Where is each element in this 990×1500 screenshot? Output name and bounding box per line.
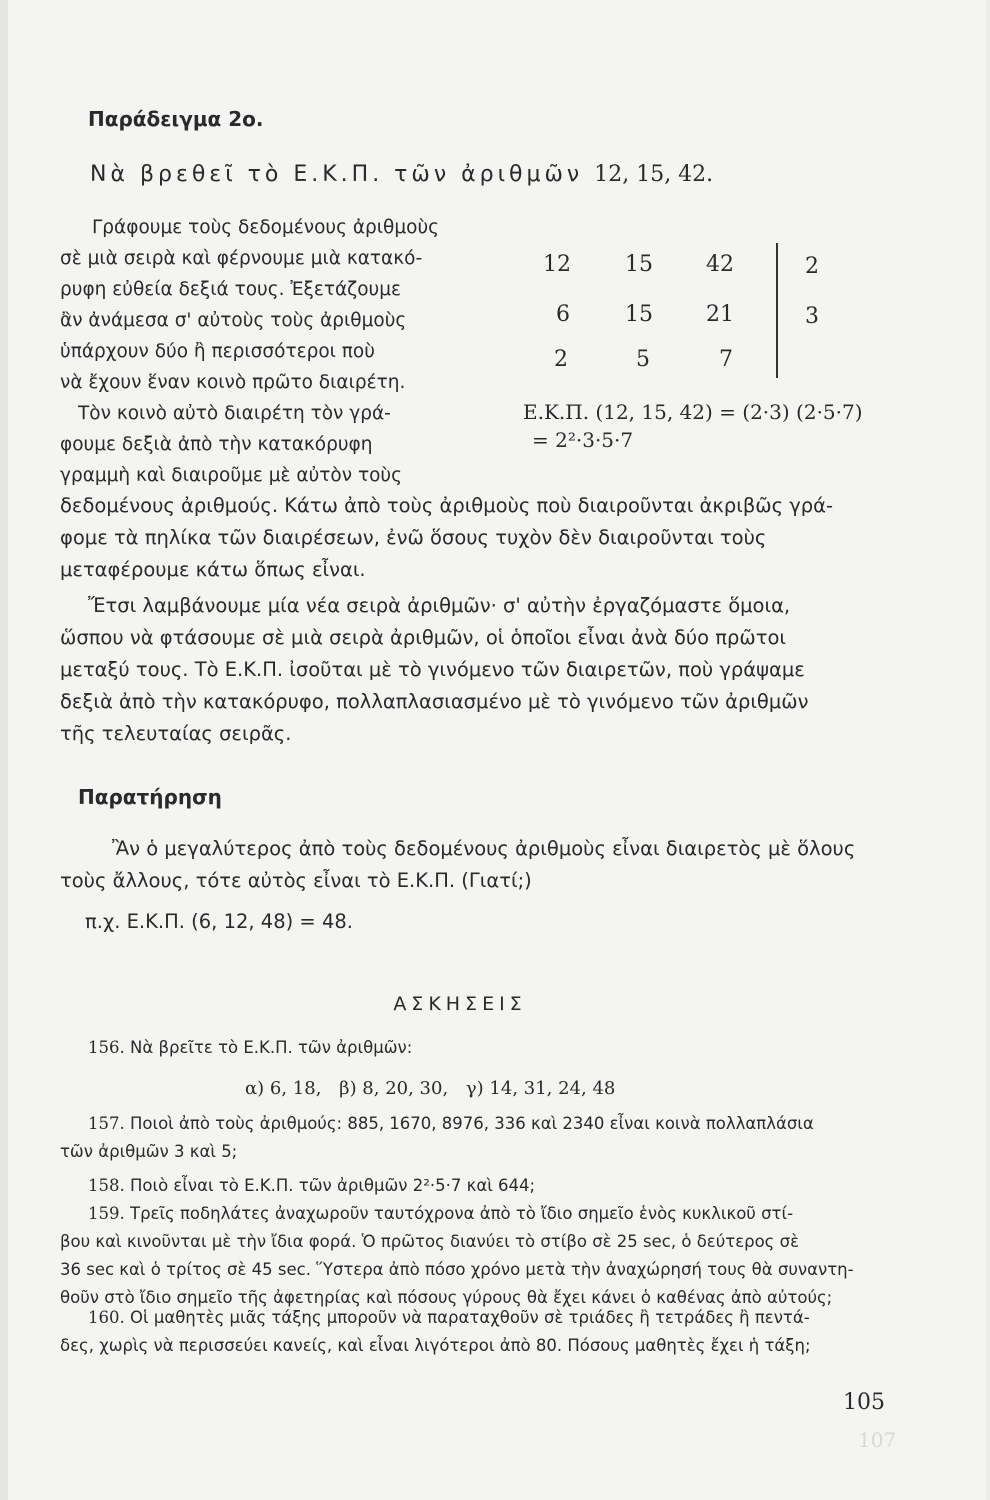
remark-paragraph [60,833,960,897]
grid-cell: 5 [636,347,650,372]
problem-numbers: 12, 15, 42. [594,162,714,187]
page-left-edge [0,0,8,1500]
conclusion-line: μεταξύ τους. Τὸ Ε.Κ.Π. ἰσοῦται μὲ τὸ γινόμενο τῶν διαιρετῶν, ποὺ γράψαμε [60,658,805,681]
method-wide-line: δεδομένους ἀριθμούς. Κάτω ἀπὸ τοὺς ἀριθμοὺς ποὺ διαιροῦνται ἀκριβῶς γρά- [60,494,834,517]
exercise-text: τῶν ἀριθμῶν 3 καὶ 5; [60,1142,238,1161]
exercise-text: Τρεῖς ποδηλάτες ἀναχωροῦν ταυτόχρονα ἀπὸ τὸ ἴδιο σημεῖο ἑνὸς κυκλικοῦ στί- [130,1204,794,1223]
conclusion-paragraph [60,590,960,750]
exercise-text: δες, χωρὶς νὰ περισσεύει κανείς, καὶ εἶναι λιγότεροι ἀπὸ 80. Πόσους μαθητὲς ἔχει ἡ τάξη; [60,1336,811,1355]
remark-heading: Παρατήρηση [78,785,222,809]
bleed-page-number: 107 [858,1428,897,1452]
exercises-title: ΑΣΚΗΣΕΙΣ [393,993,527,1015]
exercise-text: βου καὶ κινοῦνται μὲ τὴν ἴδια φορά. Ὁ πρῶτος διανύει τὸ στίβο σὲ 25 sec, ὁ δεύτερος σὲ [60,1232,799,1251]
option-c: γ) 14, 31, 24, 48 [465,1078,616,1099]
lcm-result-line1: Ε.Κ.Π. (12, 15, 42) = (2·3) (2·5·7) [523,400,863,424]
conclusion-line: Ἔτσι λαμβάνουμε μία νέα σειρὰ ἀριθμῶν· σ' αὐτὴν ἐργαζόμαστε ὅμοια, [88,594,791,617]
method-line: ὑπάρχουν δύο ἢ περισσότεροι ποὺ [60,341,375,362]
exercise-160 [60,1304,970,1360]
exercise-text: 36 sec καὶ ὁ τρίτος σὲ 45 sec. Ὕστερα ἀπὸ πόσο χρόνο μετὰ τὴν ἀναχώρησή τους θὰ συναντη- [60,1260,854,1279]
option-b: β) 8, 20, 30, [339,1078,449,1099]
lcm-result-line2: = 2²·3·5·7 [532,428,634,452]
problem-statement [90,162,713,187]
conclusion-line: τῆς τελευταίας σειρᾶς. [60,722,292,745]
method-continuation [60,490,960,586]
method-line: φουμε δεξιὰ ἀπὸ τὴν κατακόρυφη [60,434,373,455]
method-line: ρυφη εὐθεία δεξιά τους. Ἐξετάζουμε [60,279,402,300]
method-line: γραμμὴ καὶ διαιροῦμε μὲ αὐτὸν τοὺς [60,465,402,486]
grid-cell: 6 [556,302,570,327]
exercise-159 [60,1200,970,1312]
exercise-text: Οἱ μαθητὲς μιᾶς τάξης μποροῦν νὰ παραταχθοῦν σὲ τριάδες ἢ τετράδες ἢ πεντά- [130,1308,810,1327]
method-line: Τὸν κοινὸ αὐτὸ διαιρέτη τὸν γρά- [78,403,391,424]
conclusion-line: ὥσπου νὰ φτάσουμε σὲ μιὰ σειρὰ ἀριθμῶν, οἱ ὁποῖοι εἶναι ἀνὰ δύο πρῶτοι [60,626,787,649]
method-line: Γράφουμε τοὺς δεδομένους ἀριθμοὺς [92,217,440,238]
grid-cell: 15 [625,252,653,277]
exercise-number: 159. [88,1204,125,1223]
problem-prefix: Νὰ βρεθεῖ τὸ Ε.Κ.Π. τῶν ἀριθμῶν [90,162,584,187]
exercise-text: Νὰ βρεῖτε τὸ Ε.Κ.Π. τῶν ἀριθμῶν: [130,1038,413,1057]
exercise-156 [88,1034,412,1062]
grid-cell: 2 [554,347,568,372]
grid-cell: 15 [625,302,653,327]
method-wide-line: φομε τὰ πηλίκα τῶν διαιρέσεων, ἐνῶ ὅσους τυχὸν δὲν διαιροῦνται τοὺς [60,526,767,549]
grid-divisor: 2 [805,254,819,279]
exercise-number: 158. [88,1176,125,1195]
exercise-158 [88,1172,968,1200]
exercise-number: 160. [88,1308,125,1327]
method-paragraph [60,212,500,491]
remark-line: Ἂν ὁ μεγαλύτερος ἀπὸ τοὺς δεδομένους ἀριθμοὺς εἶναι διαιρετὸς μὲ ὅλους [112,837,856,860]
method-line: σὲ μιὰ σειρὰ καὶ φέρνουμε μιὰ κατακό- [60,248,423,269]
remark-line: τοὺς ἄλλους, τότε αὐτὸς εἶναι τὸ Ε.Κ.Π. (Γιατί;) [60,869,532,892]
exercise-number: 157. [88,1114,125,1133]
grid-cell: 7 [719,347,733,372]
exercise-157 [60,1110,970,1166]
method-line: νὰ ἔχουν ἕναν κοινὸ πρῶτο διαιρέτη. [60,372,406,393]
page-right-edge [986,0,990,1500]
method-wide-line: μεταφέρουμε κάτω ὅπως εἶναι. [60,558,366,581]
grid-cell: 21 [706,302,734,327]
remark-example: π.χ. Ε.Κ.Π. (6, 12, 48) = 48. [85,910,353,933]
option-a: α) 6, 18, [245,1078,322,1099]
conclusion-line: δεξιὰ ἀπὸ τὴν κατακόρυφο, πολλαπλασιασμένο μὲ τὸ γινόμενο τῶν ἀριθμῶν [60,690,809,713]
exercise-156-options [245,1078,685,1099]
grid-cell: 12 [543,252,571,277]
page-number: 105 [843,1390,885,1415]
example-heading: Παράδειγμα 2ο. [88,107,264,131]
method-line: ἂν ἀνάμεσα σ' αὐτοὺς τοὺς ἀριθμοὺς [60,310,407,331]
grid-vertical-line [776,243,778,378]
exercise-text: θοῦν στὸ ἴδιο σημεῖο τῆς ἀφετηρίας καὶ πόσους γύρους θὰ ἔχει κάνει ὁ καθένας ἀπὸ αὐτούς; [60,1288,833,1307]
grid-divisor: 3 [805,304,819,329]
exercise-text: Ποιοὶ ἀπὸ τοὺς ἀριθμούς: 885, 1670, 8976, 336 καὶ 2340 εἶναι κοινὰ πολλαπλάσια [130,1114,814,1133]
exercise-number: 156. [88,1038,125,1057]
grid-cell: 42 [706,252,734,277]
exercise-text: Ποιὸ εἶναι τὸ Ε.Κ.Π. τῶν ἀριθμῶν 2²·5·7 καὶ 644; [130,1176,536,1195]
